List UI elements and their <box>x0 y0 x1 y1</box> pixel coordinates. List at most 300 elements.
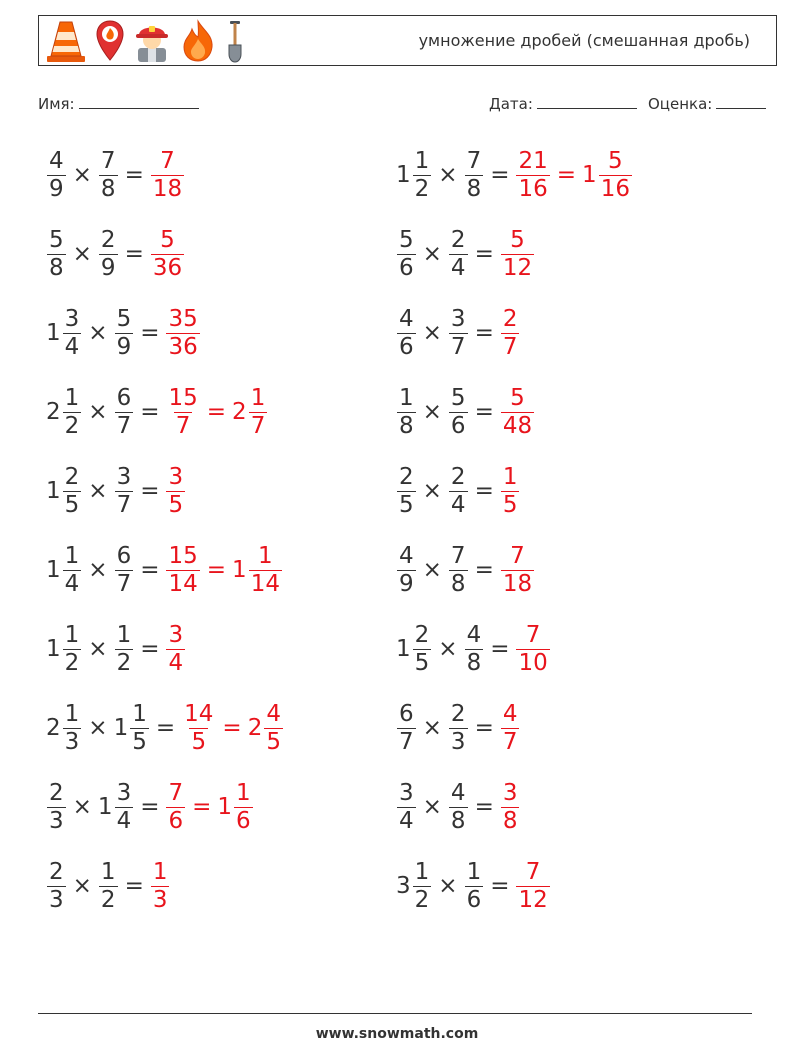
denominator: 8 <box>100 175 116 202</box>
denominator: 8 <box>450 570 466 597</box>
whole-number: 1 <box>396 636 411 662</box>
location-pin-fire-icon <box>95 18 125 64</box>
denominator: 2 <box>414 175 430 202</box>
numerator: 4 <box>49 147 64 174</box>
numerator: 1 <box>100 858 116 885</box>
fraction <box>449 464 468 519</box>
numerator: 21 <box>518 147 548 174</box>
problem-12 <box>396 540 535 600</box>
denominator: 4 <box>450 491 466 518</box>
problem-8 <box>396 382 535 442</box>
denominator: 7 <box>502 728 518 755</box>
equals-sign: = <box>490 162 510 188</box>
fraction <box>397 227 416 282</box>
fraction <box>115 622 134 677</box>
equals-sign: = <box>490 873 510 899</box>
denominator: 5 <box>168 491 184 518</box>
problem-14 <box>396 619 551 679</box>
denominator: 8 <box>399 412 414 439</box>
denominator: 5 <box>64 491 80 518</box>
problem-5 <box>46 303 201 363</box>
fraction <box>449 227 468 282</box>
numerator: 3 <box>168 621 184 648</box>
numerator: 15 <box>168 384 198 411</box>
denominator: 3 <box>64 728 80 755</box>
equals-sign: = <box>124 873 144 899</box>
name-blank[interactable] <box>79 93 199 109</box>
denominator: 9 <box>49 175 64 202</box>
fraction <box>413 859 432 914</box>
fraction <box>166 306 199 361</box>
whole-number: 1 <box>396 162 411 188</box>
fraction <box>63 306 82 361</box>
denominator: 4 <box>116 807 132 834</box>
numerator: 1 <box>64 621 80 648</box>
numerator: 4 <box>502 700 518 727</box>
fraction <box>501 543 534 598</box>
numerator: 7 <box>168 779 184 806</box>
fraction <box>47 859 66 914</box>
denominator: 4 <box>450 254 466 281</box>
traffic-cone-icon <box>43 18 89 64</box>
problem-9 <box>46 461 186 521</box>
equals-sign: = <box>124 241 144 267</box>
fraction <box>449 385 468 440</box>
fraction <box>63 622 82 677</box>
fraction <box>413 622 432 677</box>
numerator: 1 <box>502 463 518 490</box>
times-sign: × <box>422 478 442 504</box>
answer <box>500 306 521 361</box>
answer <box>500 780 521 835</box>
equals-sign: = <box>474 794 494 820</box>
denominator: 2 <box>116 649 132 676</box>
numerator: 5 <box>510 226 525 253</box>
times-sign: × <box>72 241 92 267</box>
equals-sign: = <box>140 636 160 662</box>
denominator: 5 <box>502 491 518 518</box>
problem-10 <box>396 461 520 521</box>
denominator: 7 <box>116 412 132 439</box>
times-sign: × <box>88 715 108 741</box>
denominator: 2 <box>64 412 80 439</box>
whole-number: 2 <box>247 715 263 741</box>
denominator: 6 <box>466 886 482 913</box>
numerator: 7 <box>450 542 466 569</box>
numerator: 15 <box>168 542 198 569</box>
fraction <box>516 148 549 203</box>
numerator: 2 <box>399 463 414 490</box>
numerator: 6 <box>116 542 132 569</box>
whole-number: 1 <box>582 162 597 188</box>
times-sign: × <box>88 557 108 583</box>
denominator: 3 <box>49 807 64 834</box>
times-sign: × <box>422 241 442 267</box>
fraction <box>99 859 118 914</box>
equals-sign: = <box>140 320 160 346</box>
equals-sign: = <box>155 715 176 741</box>
fraction <box>465 148 484 203</box>
fraction <box>115 780 134 835</box>
equals-sign: = <box>474 478 494 504</box>
fraction <box>115 385 134 440</box>
numerator: 3 <box>64 305 80 332</box>
denominator: 7 <box>116 570 132 597</box>
numerator: 3 <box>116 463 132 490</box>
denominator: 7 <box>502 333 518 360</box>
equals-sign: = <box>474 320 494 346</box>
denominator: 4 <box>64 570 80 597</box>
fraction <box>130 701 149 756</box>
header-icons <box>43 18 247 64</box>
name-label: Имя: <box>38 95 75 113</box>
whole-number: 3 <box>396 873 411 899</box>
worksheet-header <box>38 15 777 66</box>
fraction <box>63 701 82 756</box>
numerator: 1 <box>132 700 147 727</box>
whole-number: 2 <box>232 399 247 425</box>
problem-20 <box>396 856 551 916</box>
fraction <box>397 385 416 440</box>
denominator: 4 <box>64 333 80 360</box>
fraction <box>501 780 520 835</box>
fraction <box>47 227 66 282</box>
whole-number: 1 <box>46 478 61 504</box>
fraction <box>397 543 416 598</box>
denominator: 7 <box>250 412 266 439</box>
numerator: 2 <box>100 226 116 253</box>
denominator: 4 <box>168 649 184 676</box>
times-sign: × <box>422 320 442 346</box>
denominator: 8 <box>502 807 518 834</box>
numerator: 1 <box>236 779 251 806</box>
fraction <box>63 385 82 440</box>
numerator: 7 <box>510 542 525 569</box>
fraction <box>501 227 534 282</box>
numerator: 4 <box>399 305 414 332</box>
answer <box>515 622 550 677</box>
times-sign: × <box>438 162 458 188</box>
denominator: 18 <box>152 175 183 202</box>
answer <box>150 227 185 282</box>
answer <box>150 148 185 203</box>
denominator: 4 <box>399 807 414 834</box>
problem-6 <box>396 303 520 363</box>
footer-url: www.snowmath.com <box>315 1026 479 1042</box>
numerator: 6 <box>399 700 414 727</box>
denominator: 5 <box>266 728 281 755</box>
fraction <box>449 306 468 361</box>
fraction <box>63 464 82 519</box>
problem-17 <box>46 777 254 837</box>
times-sign: × <box>88 399 108 425</box>
fraction <box>99 227 118 282</box>
problem-7 <box>46 382 268 442</box>
equals-sign: = <box>192 794 212 820</box>
whole-number: 1 <box>46 557 61 583</box>
answer <box>500 701 521 756</box>
answer <box>150 859 171 914</box>
equals-sign: = <box>222 715 242 741</box>
whole-number: 2 <box>46 715 61 741</box>
numerator: 1 <box>116 621 132 648</box>
numerator: 2 <box>49 858 64 885</box>
denominator: 18 <box>502 570 533 597</box>
denominator: 14 <box>168 570 198 597</box>
date-blank[interactable] <box>537 93 637 109</box>
fraction <box>249 543 282 598</box>
fraction <box>234 780 253 835</box>
denominator: 5 <box>399 491 414 518</box>
fraction <box>516 859 549 914</box>
answer <box>515 148 632 203</box>
times-sign: × <box>88 478 108 504</box>
denominator: 3 <box>49 886 64 913</box>
denominator: 5 <box>132 728 147 755</box>
denominator: 7 <box>175 412 191 439</box>
fraction <box>397 464 416 519</box>
fraction <box>397 780 416 835</box>
date-label: Дата: <box>489 95 533 113</box>
whole-number: 2 <box>46 399 61 425</box>
denominator: 5 <box>191 728 207 755</box>
fraction <box>599 148 632 203</box>
numerator: 3 <box>168 463 184 490</box>
denominator: 8 <box>466 175 482 202</box>
denominator: 12 <box>518 886 548 913</box>
problem-11 <box>46 540 283 600</box>
equals-sign: = <box>140 794 160 820</box>
denominator: 16 <box>600 175 630 202</box>
numerator: 7 <box>160 147 175 174</box>
denominator: 8 <box>49 254 64 281</box>
numerator: 5 <box>49 226 64 253</box>
numerator: 5 <box>510 384 525 411</box>
numerator: 5 <box>450 384 466 411</box>
fraction <box>63 543 82 598</box>
numerator: 1 <box>466 858 482 885</box>
denominator: 48 <box>502 412 533 439</box>
numerator: 1 <box>414 858 430 885</box>
denominator: 14 <box>250 570 280 597</box>
whole-number: 1 <box>46 320 61 346</box>
problem-3 <box>46 224 185 284</box>
numerator: 7 <box>100 147 116 174</box>
grade-label: Оценка: <box>648 95 713 113</box>
numerator: 4 <box>450 779 466 806</box>
date-field <box>489 93 637 113</box>
fraction <box>397 701 416 756</box>
denominator: 5 <box>414 649 430 676</box>
shovel-icon <box>223 18 247 64</box>
numerator: 2 <box>450 463 466 490</box>
fraction <box>449 543 468 598</box>
numerator: 1 <box>64 700 80 727</box>
problem-16 <box>396 698 520 758</box>
times-sign: × <box>88 320 108 346</box>
numerator: 3 <box>399 779 414 806</box>
times-sign: × <box>88 636 108 662</box>
equals-sign: = <box>140 557 160 583</box>
answer <box>165 385 268 440</box>
fraction <box>501 701 520 756</box>
fraction <box>99 148 118 203</box>
numerator: 3 <box>450 305 466 332</box>
problem-13 <box>46 619 186 679</box>
fraction <box>166 780 185 835</box>
numerator: 7 <box>466 147 482 174</box>
problem-2 <box>396 145 633 205</box>
denominator: 8 <box>450 807 466 834</box>
times-sign: × <box>438 873 458 899</box>
equals-sign: = <box>490 636 510 662</box>
denominator: 9 <box>399 570 414 597</box>
denominator: 9 <box>116 333 132 360</box>
numerator: 1 <box>64 542 80 569</box>
times-sign: × <box>72 794 92 820</box>
denominator: 10 <box>518 649 548 676</box>
fraction <box>166 543 199 598</box>
equals-sign: = <box>140 399 160 425</box>
equals-sign: = <box>556 162 577 188</box>
equals-sign: = <box>124 162 144 188</box>
fraction <box>465 622 484 677</box>
times-sign: × <box>438 636 458 662</box>
numerator: 35 <box>168 305 198 332</box>
grade-blank[interactable] <box>716 93 766 109</box>
problem-15 <box>46 698 284 758</box>
worksheet-title: умножение дробей (смешанная дробь) <box>418 31 750 50</box>
denominator: 16 <box>518 175 548 202</box>
numerator: 14 <box>184 700 214 727</box>
fraction <box>166 622 185 677</box>
answer <box>165 622 186 677</box>
answer <box>165 543 282 598</box>
problem-1 <box>46 145 185 205</box>
fraction <box>264 701 283 756</box>
answer <box>515 859 550 914</box>
numerator: 3 <box>116 779 132 806</box>
answer <box>500 543 535 598</box>
answer <box>500 227 535 282</box>
denominator: 6 <box>450 412 466 439</box>
fraction <box>47 780 66 835</box>
denominator: 3 <box>450 728 466 755</box>
answer <box>165 780 253 835</box>
answer <box>165 306 200 361</box>
fraction <box>501 464 520 519</box>
times-sign: × <box>422 794 442 820</box>
fraction <box>465 859 484 914</box>
numerator: 1 <box>414 147 430 174</box>
problem-4 <box>396 224 535 284</box>
fraction <box>115 306 134 361</box>
fraction <box>47 148 66 203</box>
denominator: 9 <box>100 254 116 281</box>
denominator: 8 <box>466 649 482 676</box>
numerator: 2 <box>502 305 518 332</box>
fraction <box>115 543 134 598</box>
numerator: 2 <box>450 700 466 727</box>
numerator: 4 <box>266 700 281 727</box>
whole-number: 1 <box>97 794 113 820</box>
denominator: 7 <box>116 491 132 518</box>
equals-sign: = <box>474 399 494 425</box>
denominator: 36 <box>152 254 183 281</box>
numerator: 3 <box>502 779 518 806</box>
denominator: 3 <box>152 886 168 913</box>
fraction <box>397 306 416 361</box>
answer <box>165 464 186 519</box>
numerator: 5 <box>399 226 414 253</box>
footer-divider <box>38 1013 752 1014</box>
fraction <box>151 227 184 282</box>
numerator: 1 <box>399 384 414 411</box>
times-sign: × <box>72 162 92 188</box>
equals-sign: = <box>206 399 227 425</box>
fraction <box>249 385 268 440</box>
numerator: 1 <box>250 384 266 411</box>
numerator: 4 <box>399 542 414 569</box>
fraction <box>449 780 468 835</box>
whole-number: 1 <box>113 715 129 741</box>
problem-18 <box>396 777 520 837</box>
denominator: 7 <box>399 728 414 755</box>
numerator: 1 <box>258 542 273 569</box>
numerator: 4 <box>466 621 482 648</box>
answer <box>500 385 535 440</box>
times-sign: × <box>422 715 442 741</box>
firefighter-icon <box>131 18 173 64</box>
denominator: 6 <box>168 807 184 834</box>
fraction <box>151 148 184 203</box>
fraction <box>115 464 134 519</box>
numerator: 5 <box>160 226 175 253</box>
equals-sign: = <box>206 557 227 583</box>
fraction <box>501 306 520 361</box>
fraction <box>516 622 549 677</box>
denominator: 2 <box>414 886 430 913</box>
fraction <box>413 148 432 203</box>
denominator: 36 <box>168 333 198 360</box>
equals-sign: = <box>474 557 494 583</box>
whole-number: 1 <box>232 557 247 583</box>
answer <box>181 701 284 756</box>
fraction <box>501 385 534 440</box>
denominator: 12 <box>502 254 533 281</box>
numerator: 2 <box>414 621 430 648</box>
fraction <box>182 701 215 756</box>
fraction <box>166 385 199 440</box>
whole-number: 1 <box>217 794 233 820</box>
fraction <box>151 859 170 914</box>
times-sign: × <box>72 873 92 899</box>
equals-sign: = <box>474 241 494 267</box>
fraction <box>449 701 468 756</box>
denominator: 2 <box>64 649 80 676</box>
equals-sign: = <box>140 478 160 504</box>
equals-sign: = <box>474 715 494 741</box>
numerator: 5 <box>608 147 623 174</box>
denominator: 6 <box>399 333 414 360</box>
denominator: 6 <box>399 254 414 281</box>
numerator: 6 <box>116 384 132 411</box>
numerator: 2 <box>64 463 80 490</box>
times-sign: × <box>422 399 442 425</box>
denominator: 7 <box>450 333 466 360</box>
fire-icon <box>179 18 217 64</box>
grade-field <box>648 93 766 113</box>
